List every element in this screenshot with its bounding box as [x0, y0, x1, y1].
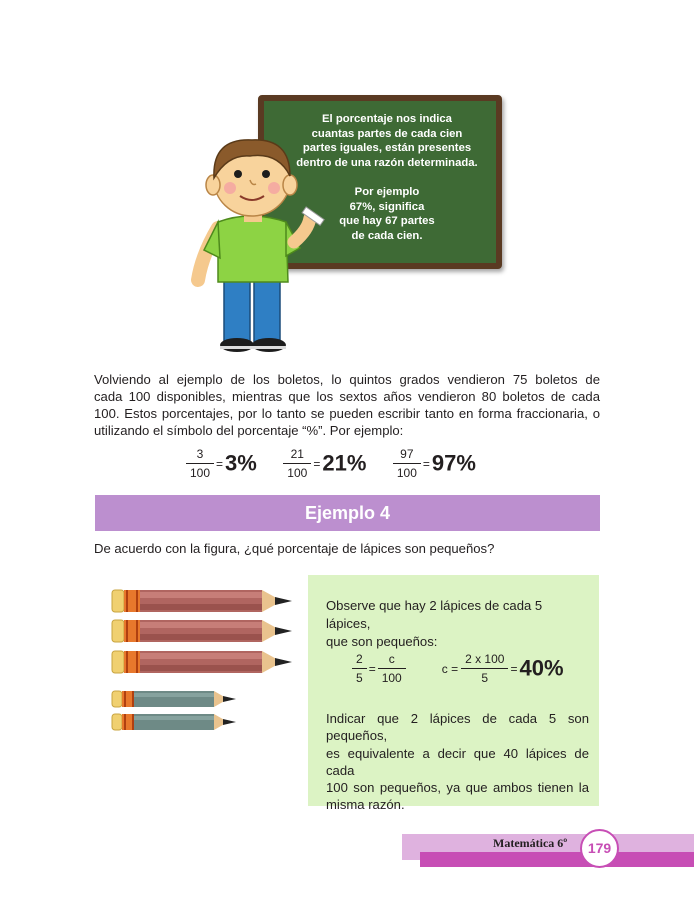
teacher-illustration	[190, 130, 340, 360]
fraction-denominator: 100	[396, 466, 417, 480]
fraction-numerator: 3	[186, 447, 214, 464]
fraction-denominator: 100	[287, 466, 308, 480]
example-fraction	[186, 447, 257, 480]
result-percentage: 40%	[519, 655, 564, 681]
board-line: Por ejemplo	[354, 186, 420, 198]
board-line: partes iguales, están presentes	[302, 142, 472, 154]
solution-intro	[326, 597, 588, 651]
conclusion-line: Indicar que 2 lápices de cada 5 son pequeños,	[326, 711, 589, 744]
solution-equation	[352, 652, 564, 685]
teacher-shirt	[218, 216, 288, 282]
fraction-numerator: 21	[283, 447, 311, 464]
percentage-examples	[186, 447, 498, 480]
board-line: El porcentaje nos indica	[322, 113, 452, 125]
intro-line: 100. Estos porcentajes, por lo tanto se pueden escribir tanto en forma fraccionaria, o	[94, 406, 600, 422]
board-line: de cada cien.	[351, 229, 423, 242]
percentage-value: 21%	[322, 450, 367, 476]
board-line: dentro de una razón determinada.	[296, 156, 478, 169]
solution-intro-line: que son pequeños:	[326, 634, 438, 649]
intro-paragraph	[94, 371, 600, 439]
fraction-denominator: 5	[481, 671, 489, 685]
board-line: 67%, significa	[349, 200, 425, 213]
equals-sign: =	[216, 456, 224, 471]
board-line: cuantas partes de cada cien	[311, 127, 463, 140]
fraction-numerator: 2 x 100	[461, 652, 508, 669]
equals-sign: =	[510, 661, 518, 676]
small-pencil-icon	[112, 714, 236, 730]
percentage-value: 3%	[225, 450, 257, 476]
example-fraction	[283, 447, 366, 480]
pencils-illustration	[110, 588, 300, 738]
equals-sign: =	[313, 456, 321, 471]
fraction-numerator: 97	[393, 447, 421, 464]
large-pencil-icon	[112, 620, 292, 642]
solution-conclusion	[326, 710, 589, 814]
fraction-denominator: 100	[381, 671, 402, 685]
solution-intro-line: Observe que hay 2 lápices de cada 5 lápices,	[326, 598, 543, 631]
large-pencil-icon	[112, 651, 292, 673]
percentage-value: 97%	[431, 450, 476, 476]
teacher-left-shoe	[220, 338, 254, 352]
page-number: 179	[580, 829, 619, 868]
example-fraction	[393, 447, 476, 480]
teacher-left-leg	[224, 278, 250, 342]
example-banner: Ejemplo 4	[95, 495, 600, 531]
conclusion-line: 100 son pequeños, ya que ambos tienen la	[326, 780, 589, 796]
board-line: que hay 67 partes	[339, 215, 435, 227]
teacher-right-leg	[254, 278, 280, 342]
footer-band-dark	[420, 852, 694, 867]
equals-sign: =	[368, 661, 376, 676]
teacher-right-shoe	[252, 338, 286, 352]
intro-line: Volviendo al ejemplo de los boletos, lo quintos grados vendieron 75 boletos de	[94, 372, 600, 387]
intro-line: utilizando el símbolo del porcentaje “%”. Por ejemplo:	[94, 423, 404, 439]
c-equals-label: c =	[441, 661, 459, 676]
equals-sign: =	[422, 456, 430, 471]
fraction-denominator: 5	[356, 671, 363, 685]
question-text: De acuerdo con la figura, ¿qué porcentaje de lápices son pequeños?	[94, 541, 495, 556]
conclusion-line: es equivalente a decir que 40 lápices de cada	[326, 745, 589, 778]
small-pencil-icon	[112, 691, 236, 707]
conclusion-line: misma razón.	[326, 797, 405, 813]
large-pencil-icon	[112, 590, 292, 612]
teacher-right-arm	[294, 218, 310, 242]
fraction-numerator: c	[378, 652, 406, 669]
fraction-denominator: 100	[190, 466, 211, 480]
intro-line: cada 100 disponibles, mientras que los sextos años vendieron 80 boletos de cada	[94, 389, 600, 405]
fraction-numerator: 2	[352, 652, 367, 669]
footer-subject: Matemática 6º	[493, 836, 568, 850]
